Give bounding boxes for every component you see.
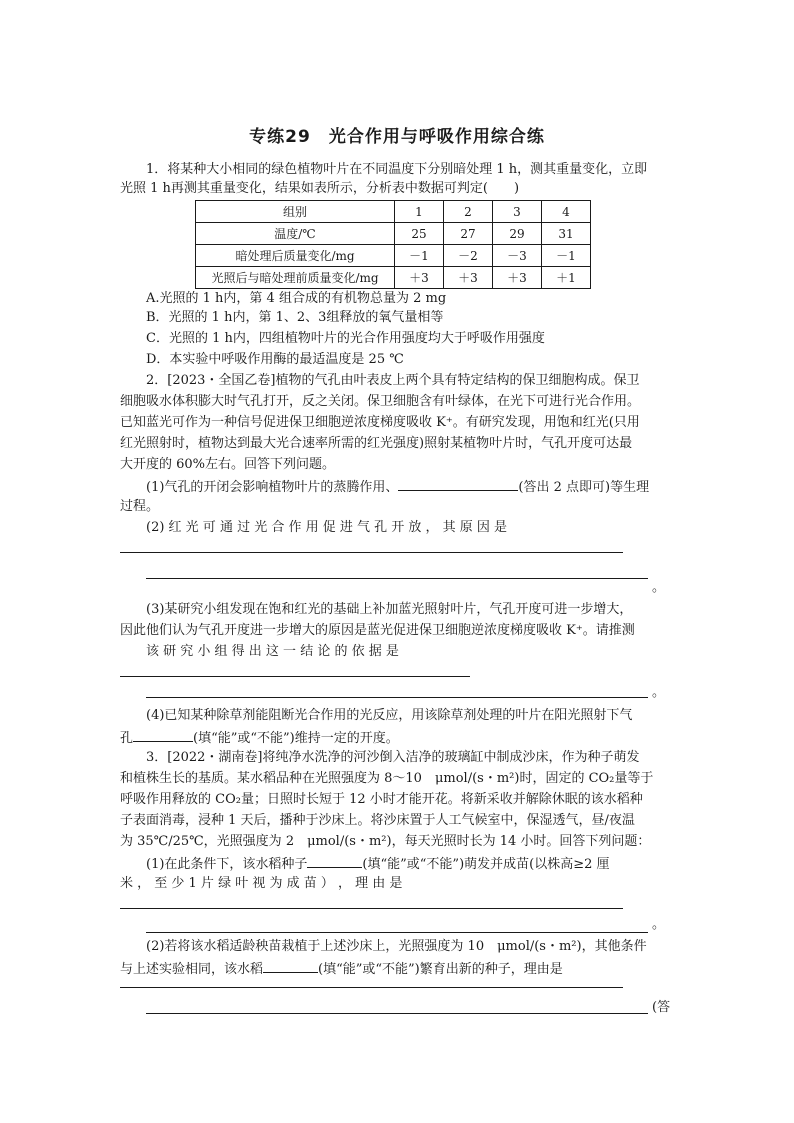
table-cell: 温度/℃ [196, 223, 395, 245]
q1-option-c[interactable]: C．光照的 1 h内，四组植物叶片的光合作用强度均大于呼吸作用强度 [146, 331, 545, 346]
table-cell: －3 [493, 245, 542, 267]
q2-intro-line-1: 2．[2023・全国乙卷]植物的气孔由叶表皮上两个具有特定结构的保卫细胞构成。保卫 [146, 373, 640, 388]
q1-option-b[interactable]: B．光照的 1 h内，第 1、2、3组释放的氧气量相等 [146, 310, 444, 325]
q2-part1-text-suffix: (答出 2 点即可)等生理 [518, 480, 650, 495]
q3-part2-text: 与上述实验相同，该水稻 [120, 962, 264, 977]
table-cell: －2 [444, 245, 493, 267]
q1-stem-line-1: 1．将某种大小相同的绿色植物叶片在不同温度下分别暗处理 1 h，测其重量变化，立即 [146, 162, 648, 177]
q3-part1-text: (1)在此条件下，该水稻种子 [146, 857, 308, 872]
q3-intro-line-4: 子表面消毒，浸种 1 天后，播种于沙床上。将沙床置于人工气候室中，保湿透气，昼/夜温 [120, 813, 635, 828]
table-row [196, 223, 591, 245]
q1-data-table [195, 200, 591, 289]
q1-option-a[interactable]: A.光照的 1 h内，第 4 组合成的有机物总量为 2 mg [146, 291, 447, 306]
q3-intro-line-2: 和植株生长的基质。某水稻品种在光照强度为 8～10 μmol/(s・m²)时，固定的 CO₂量等于 [120, 771, 654, 786]
page-title: 专练29 光合作用与呼吸作用综合练 [249, 127, 545, 147]
table-cell: 25 [395, 223, 444, 245]
q2-part1-text: (1)气孔的开闭会影响植物叶片的蒸腾作用、 [146, 480, 399, 495]
q3-part1-answer-line-2[interactable] [146, 932, 648, 933]
q3-intro-line-3: 呼吸作用释放的 CO₂量；日照时长短于 12 小时才能开花。将新采收并解除休眠的该水稻种 [120, 792, 643, 807]
table-cell: 暗处理后质量变化/mg [196, 245, 395, 267]
table-header-cell: 3 [493, 201, 542, 223]
q2-intro-line-2: 细胞吸水体积膨大时气孔打开，反之关闭。保卫细胞含有叶绿体，在光下可进行光合作用。 [120, 394, 641, 409]
q2-part4-answer-blank[interactable] [133, 727, 193, 742]
q2-part1-answer-blank[interactable] [398, 476, 518, 491]
q1-option-d[interactable]: D．本实验中呼吸作用酶的最适温度是 25 ℃ [146, 352, 404, 367]
q2-part2-period: 。 [652, 580, 666, 595]
table-header-cell: 1 [395, 201, 444, 223]
q2-part1-line [146, 476, 675, 497]
q3-part2-tail: (答 [652, 1000, 671, 1015]
q2-part3-prompt: 该 研 究 小 组 得 出 这 一 结 论 的 依 据 是 [146, 644, 399, 659]
table-cell: 光照后与暗处理前质量变化/mg [196, 267, 395, 289]
table-header-cell: 组别 [196, 201, 395, 223]
table-row [196, 267, 591, 289]
q3-intro-line-5: 为 35℃/25℃，光照强度为 2 μmol/(s・m²)，每天光照时长为 14 小时。回答下列问题： [120, 834, 651, 849]
table-cell: ＋1 [542, 267, 591, 289]
q2-intro-line-3: 已知蓝光可作为一种信号促进保卫细胞逆浓度梯度吸收 K⁺。有研究发现，用饱和红光(只用 [120, 415, 640, 430]
q2-part2-answer-line-2[interactable] [146, 578, 648, 579]
q2-part4-line-1: (4)已知某种除草剂能阻断光合作用的光反应，用该除草剂处理的叶片在阳光照射下气 [146, 708, 633, 723]
q3-part1-text-suffix: (填“能”或“不能”)萌发并成苗(以株高≥2 厘 [362, 857, 610, 872]
q3-part1-period: 。 [652, 917, 666, 932]
q2-part3-period: 。 [652, 685, 666, 700]
table-header-cell: 4 [542, 201, 591, 223]
q3-part1-answer-line-1[interactable] [120, 908, 623, 909]
q2-part4-text: 孔 [120, 731, 134, 746]
q3-part2-line-2 [120, 958, 675, 979]
q3-intro-line-1: 3．[2022・湖南卷]将纯净水洗净的河沙倒入洁净的玻璃缸中制成沙床，作为种子萌发 [146, 750, 640, 765]
table-cell: －1 [542, 245, 591, 267]
table-cell: －1 [395, 245, 444, 267]
table-cell: ＋3 [444, 267, 493, 289]
table-cell: 29 [493, 223, 542, 245]
q3-part2-answer-line-2[interactable] [146, 1013, 648, 1014]
table-cell: ＋3 [493, 267, 542, 289]
table-header-cell: 2 [444, 201, 493, 223]
q3-part1-answer-blank[interactable] [307, 853, 362, 868]
q2-part2-answer-line-1[interactable] [120, 552, 623, 553]
q3-part2-answer-blank[interactable] [263, 958, 318, 973]
q3-part1-line-1 [146, 853, 675, 874]
q3-part2-answer-line-1[interactable] [120, 987, 623, 988]
q2-intro-line-4: 红光照射时，植物达到最大光合速率所需的红光强度)照射某植物叶片时，气孔开度可达最 [120, 436, 633, 451]
q2-part3-answer-line-2[interactable] [146, 697, 648, 698]
q2-part4-text-suffix: (填“能”或“不能”)维持一定的开度。 [193, 731, 399, 746]
q3-part2-line-1: (2)若将该水稻适龄秧苗栽植于上述沙床上，光照强度为 10 μmol/(s・m²)，其他条件 [146, 939, 647, 954]
q2-part3-answer-line-1[interactable] [120, 676, 470, 677]
q2-part1-line-2: 过程。 [120, 499, 160, 514]
q2-part4-line-2 [120, 727, 675, 748]
q1-stem-line-2: 光照 1 h再测其重量变化，结果如表所示，分析表中数据可判定( ) [120, 181, 520, 196]
q2-intro-line-5: 大开度的 60%左右。回答下列问题。 [120, 457, 336, 472]
table-header-row [196, 201, 591, 223]
table-cell: 31 [542, 223, 591, 245]
table-cell: ＋3 [395, 267, 444, 289]
q2-part3-line-1: (3)某研究小组发现在饱和红光的基础上补加蓝光照射叶片，气孔开度可进一步增大， [146, 602, 633, 617]
q3-part1-prompt: 米 ， 至 少 1 片 绿 叶 视 为 成 苗 ） ， 理 由 是 [120, 876, 403, 891]
table-row [196, 245, 591, 267]
q2-part3-line-2: 因此他们认为气孔开度进一步增大的原因是蓝光促进保卫细胞逆浓度梯度吸收 K⁺。请推测 [120, 623, 635, 638]
q2-part2-prompt: (2) 红 光 可 通 过 光 合 作 用 促 进 气 孔 开 放 ， 其 原 因 是 [146, 520, 508, 535]
table-cell: 27 [444, 223, 493, 245]
q3-part2-text-suffix: (填“能”或“不能”)繁育出新的种子，理由是 [318, 962, 563, 977]
